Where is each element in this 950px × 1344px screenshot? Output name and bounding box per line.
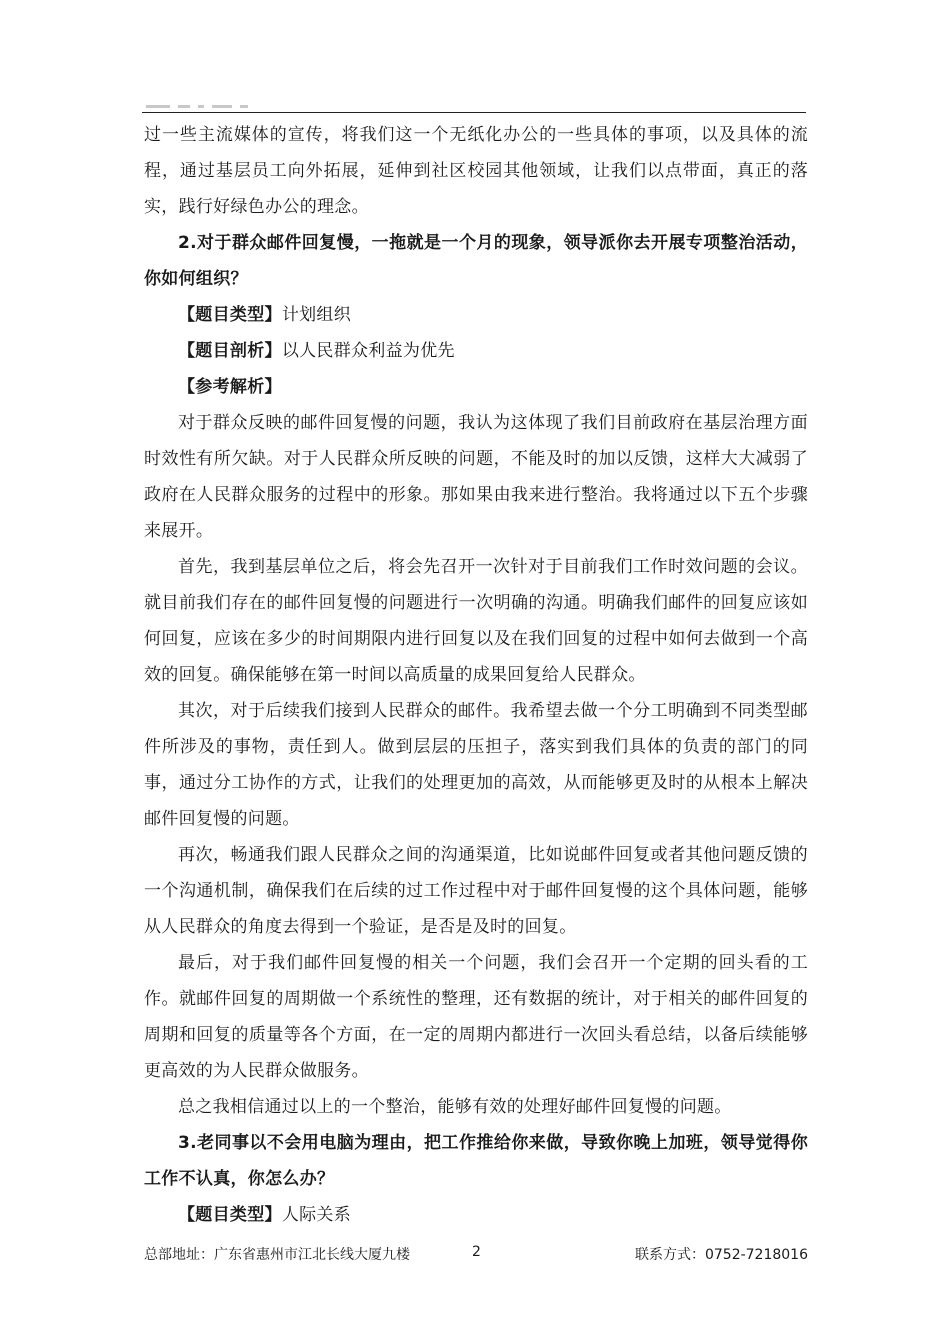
question-2-type (144, 297, 808, 333)
page-number: 2 (472, 1244, 481, 1260)
type-value: 人际关系 (281, 1205, 352, 1225)
question-2-analysis (144, 333, 808, 369)
paragraph-continuation: 过一些主流媒体的宣传，将我们这一个无纸化办公的一些具体的事项，以及具体的流程，通过基层员工向外拓展，延伸到社区校园其他领域，让我们以点带面，真正的落实，践行好绿色办公的理念。 (144, 125, 808, 217)
answer-paragraph-summary: 总之我相信通过以上的一个整治，能够有效的处理好邮件回复慢的问题。 (178, 1097, 732, 1117)
document-body (144, 117, 808, 1233)
answer-paragraph-intro: 对于群众反映的邮件回复慢的问题，我认为这体现了我们目前政府在基层治理方面时效性有所欠缺。对于人民群众所反映的问题，不能及时的加以反馈，这样大大减弱了政府在人民群众服务的过程中的形象。那如果由我来进行整治。我将通过以下五个步骤来展开。 (144, 413, 808, 541)
type-label: 【题目类型】 (178, 1205, 282, 1225)
answer-paragraph-first: 首先，我到基层单位之后，将会先召开一次针对于目前我们工作时效问题的会议。就目前我们存在的邮件回复慢的问题进行一次明确的沟通。明确我们邮件的回复应该如何回复，应该在多少的时间期限内进行回复以及在我们回复的过程中如何去做到一个高效的回复。确保能够在第一时间以高质量的成果回复给人民群众。 (144, 557, 808, 685)
answer-paragraph-second: 其次，对于后续我们接到人民群众的邮件。我希望去做一个分工明确到不同类型邮件所涉及的事物，责任到人。做到层层的压担子，落实到我们具体的负责的部门的同事，通过分工协作的方式，让我们的处理更加的高效，从而能够更及时的从根本上解决邮件回复慢的问题。 (144, 701, 808, 829)
answer-paragraph-third: 再次，畅通我们跟人民群众之间的沟通渠道，比如说邮件回复或者其他问题反馈的一个沟通机制，确保我们在后续的过工作过程中对于邮件回复慢的这个具体问题，能够从人民群众的角度去得到一个验证，是否是及时的回复。 (144, 845, 808, 937)
analysis-value: 以人民群众利益为优先 (281, 341, 455, 361)
type-label: 【题目类型】 (178, 305, 282, 325)
footer-contact: 联系方式：0752-7218016 (634, 1247, 808, 1263)
page-footer (144, 1244, 808, 1266)
question-2-reference (144, 369, 808, 405)
analysis-label: 【题目剖析】 (178, 341, 282, 361)
answer-paragraph-last: 最后，对于我们邮件回复慢的相关一个问题，我们会召开一个定期的回头看的工作。就邮件回复的周期做一个系统性的整理，还有数据的统计，对于相关的邮件回复的周期和回复的质量等各个方面，在一定的周期内都进行一次回头看总结，以备后续能够更高效的为人民群众做服务。 (144, 953, 808, 1081)
question-2-heading: 2.对于群众邮件回复慢，一拖就是一个月的现象，领导派你去开展专项整治活动，你如何组织？ (144, 233, 808, 289)
header-rule (142, 112, 806, 113)
header-logo-faint (146, 96, 266, 106)
reference-label: 【参考解析】 (178, 377, 282, 397)
question-3-heading: 3.老同事以不会用电脑为理由，把工作推给你来做，导致你晚上加班，领导觉得你工作不认真，你怎么办？ (144, 1133, 808, 1189)
footer-address: 总部地址：广东省惠州市江北长线大厦九楼 (144, 1247, 410, 1263)
type-value: 计划组织 (281, 305, 352, 325)
question-3-type (144, 1197, 808, 1233)
